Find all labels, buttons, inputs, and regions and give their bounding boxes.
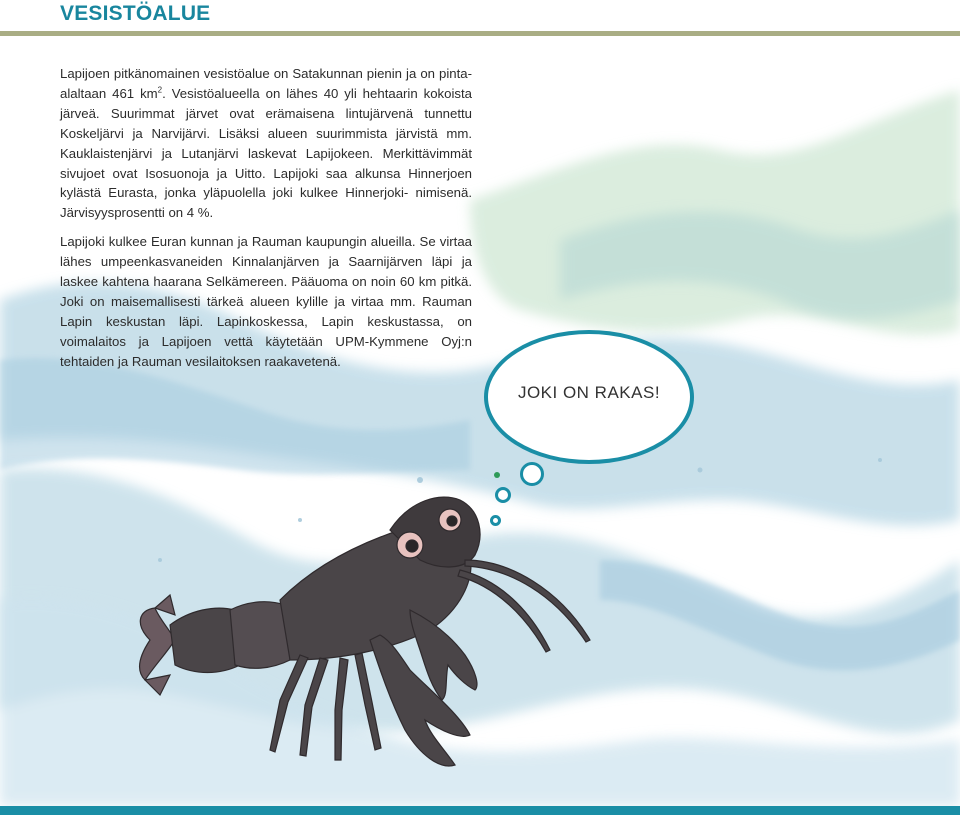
- thought-bubble: [484, 330, 694, 464]
- paragraph-2: Lapijoki kulkee Euran kunnan ja Rauman kaupungin alueilla. Se virtaa lähes umpeenkasvaneiden Kinnalanjärven ja Saarnijärven läpi ja laskee kahtena haarana Selkämereen. Pääuoma on noin 60 km pitkä. Joki on maisemallisesti tärkeä alueen kylille ja virtaa mm. Rauman Lapin keskustan läpi. Lapinkoskessa, Lapin keskustassa, on voimalaitos ja Lapijoen vettä käytetään UPM-Kymmene Oyj:n tehtaiden ja Rauman vesilaitoksen raakavetenä.: [60, 234, 472, 369]
- page-title: VESISTÖALUE: [60, 2, 211, 25]
- crayfish-illustration: [130, 490, 610, 800]
- thought-bubble-text: JOKI ON RAKAS!: [517, 383, 661, 402]
- bottom-divider: [0, 806, 960, 815]
- thought-bubble-dot: [520, 462, 544, 486]
- green-dot: [494, 472, 500, 478]
- body-text: [60, 64, 472, 372]
- top-divider: [0, 31, 960, 36]
- paragraph-1: Lapijoen pitkänomainen vesistöalue on Satakunnan pienin ja on pinta-alaltaan 461 $km^2$. Vesistöalueella on lähes 40 yli hehtaarin kokoista järveä. Suurimmat järvet ovat erämaisena lintujärvenä tunnettu Koskeljärvi ja Narvijärvi. Lisäksi alueen suurimmista järvistä mm. Kauklaistenjärvi ja Lutanjärvi laskevat Lapijokeen. Merkittävimmät sivujoet ovat Isosuonoja ja Uitto. Lapijoki saa alkunsa Hinnerjoen kylästä Eurasta, jonka yläpuolella joki kulkee Hinnerjoki- nimisenä. Järvisyysprosentti on 4 %.: [60, 66, 472, 221]
